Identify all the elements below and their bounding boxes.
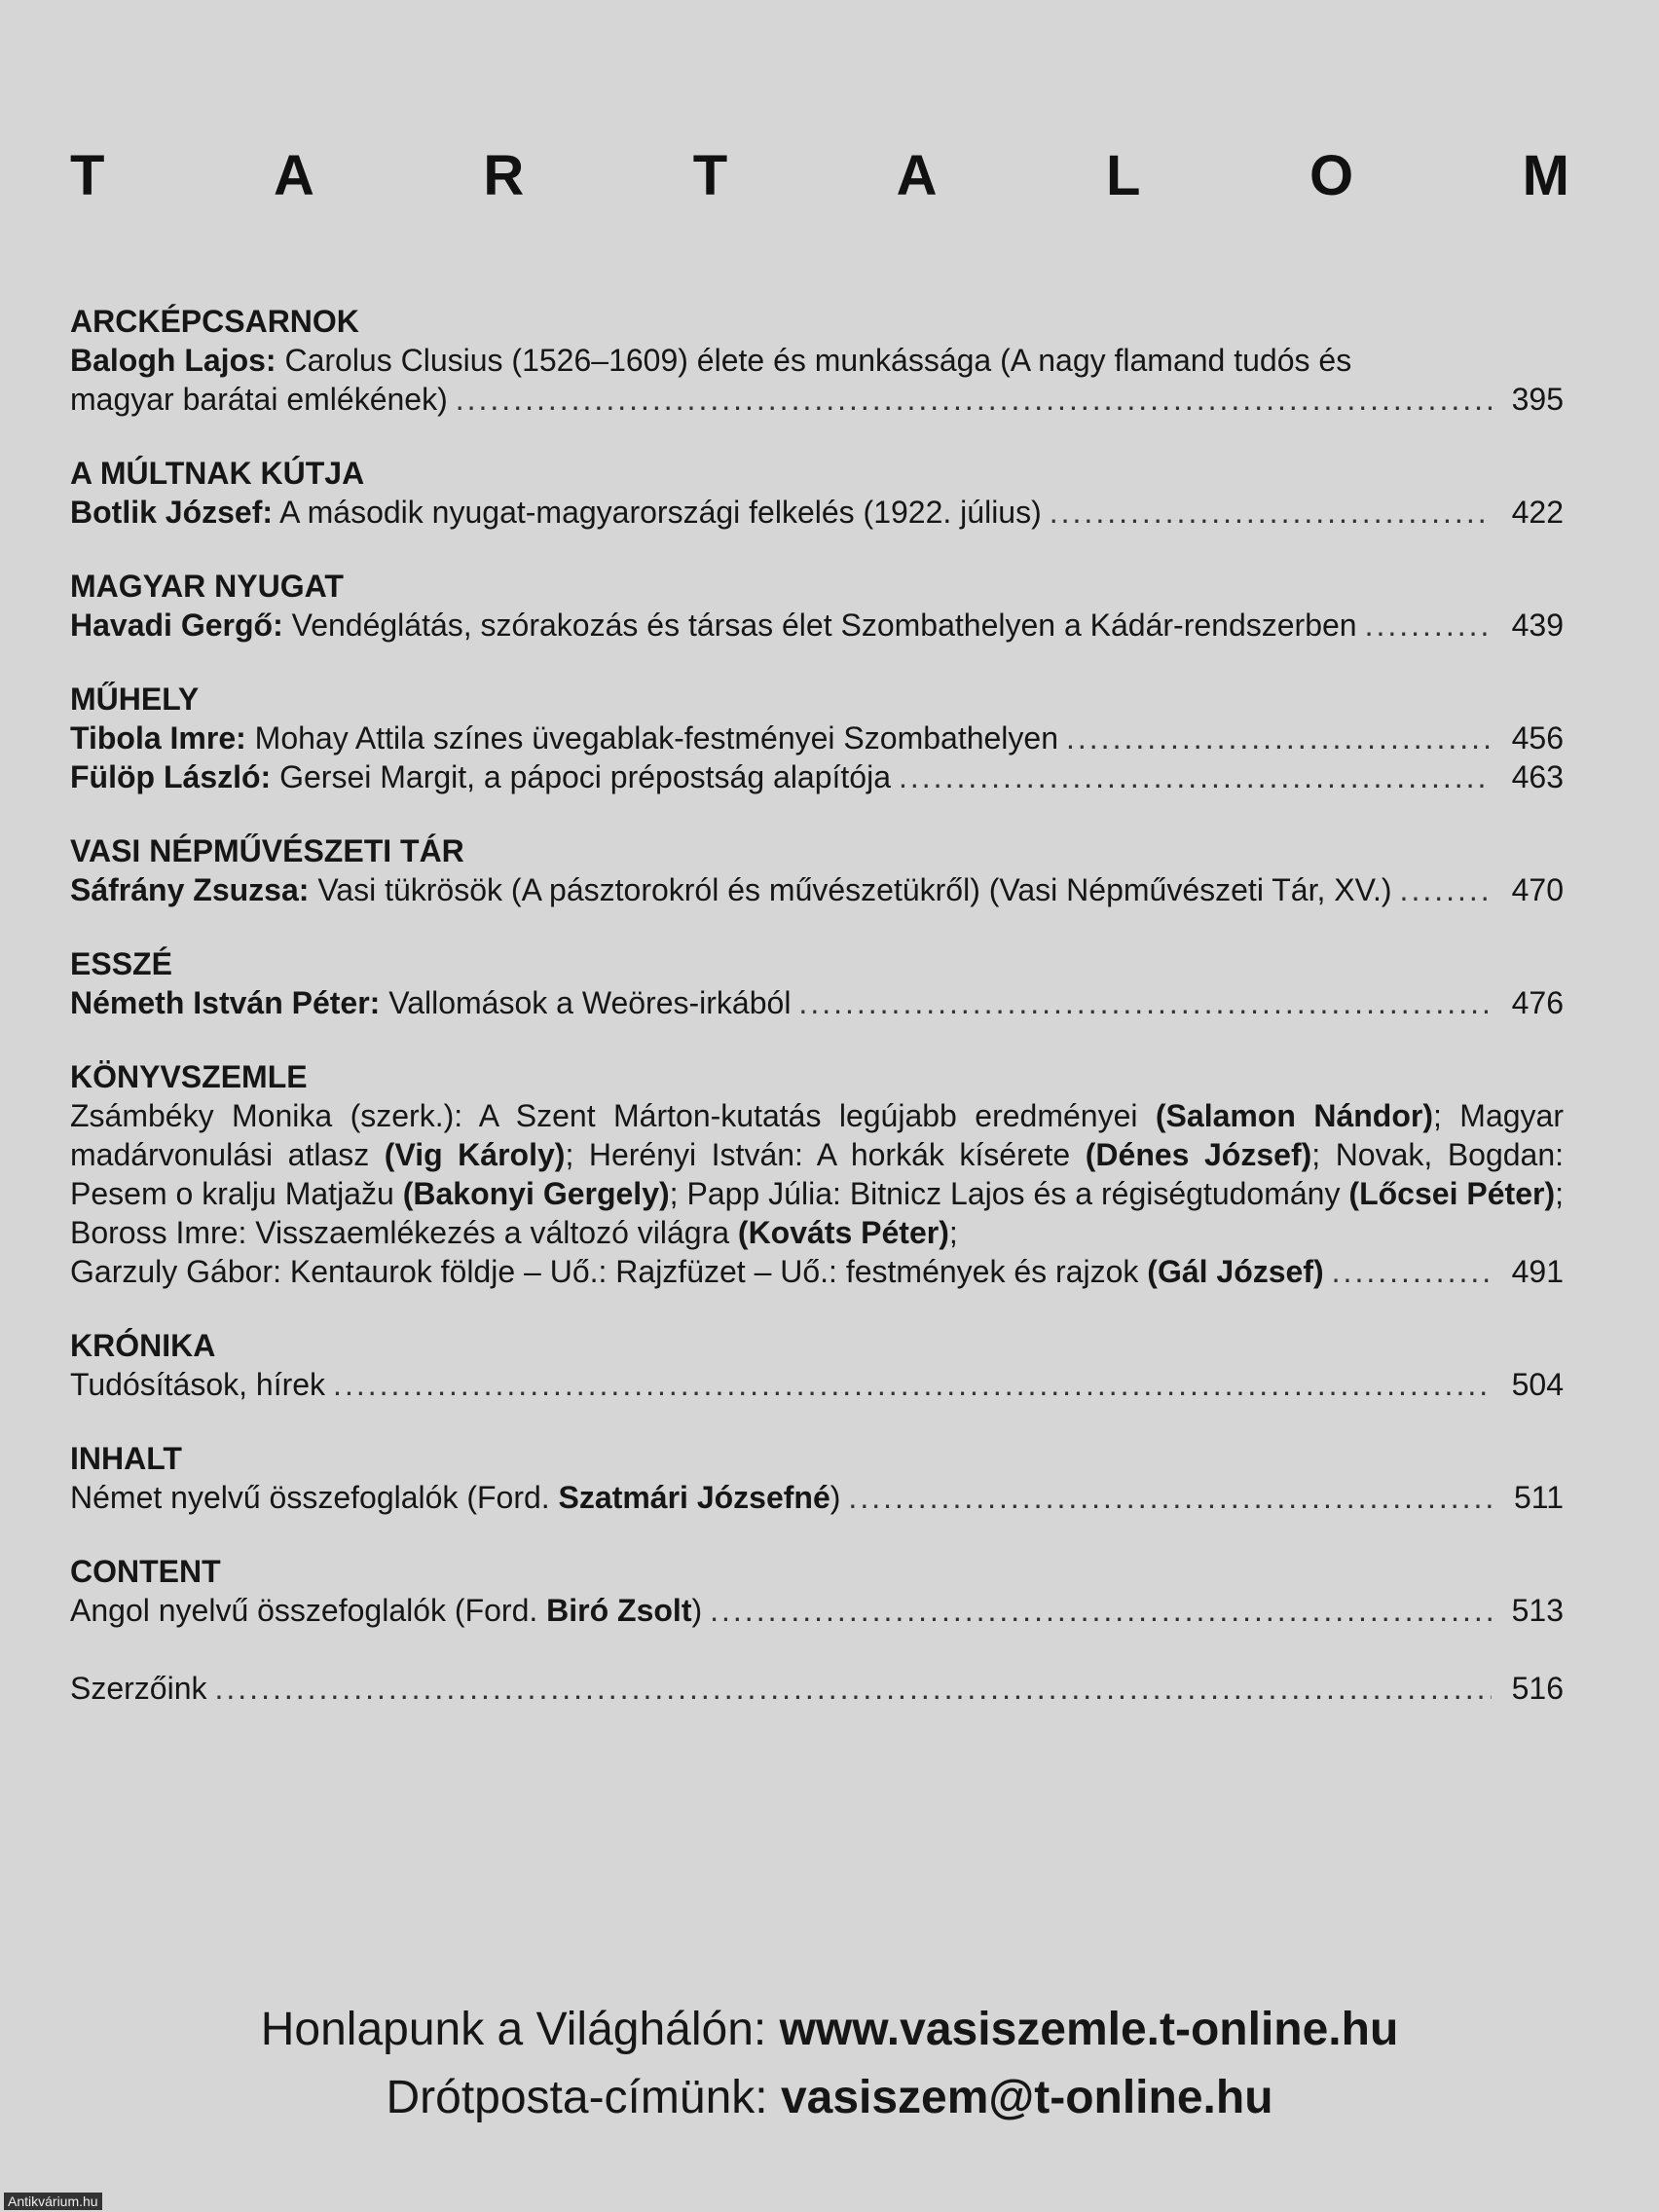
- title-letter: R: [483, 143, 525, 207]
- leader-dots: [848, 1478, 1492, 1517]
- reviewer: (Bakonyi Gergely): [402, 1176, 670, 1211]
- title-letter: L: [1106, 143, 1141, 207]
- leader-dots: [215, 1669, 1493, 1708]
- table-of-contents: [70, 302, 1564, 1743]
- section-heading: VASI NÉPMŰVÉSZETI TÁR: [70, 833, 464, 868]
- watermark: Antikvárium.hu: [4, 2193, 102, 2210]
- entry-title: Vasi tükrösök (A pásztorokról és művészetükről) (Vasi Népművészeti Tár, XV.): [309, 872, 1392, 907]
- website-line: [0, 1996, 1659, 2064]
- entry-title: magyar barátai emlékének): [70, 382, 448, 417]
- leader-dots: [710, 1591, 1492, 1630]
- title-letter: M: [1522, 143, 1569, 207]
- leader-dots: [1365, 606, 1492, 645]
- reviewer: (Salamon Nándor): [1155, 1098, 1433, 1133]
- page-number: 504: [1511, 1367, 1564, 1402]
- entry-title: Gersei Margit, a pápoci prépostság alapítója: [271, 759, 891, 794]
- page-number: 395: [1511, 382, 1564, 417]
- page-number: 463: [1511, 759, 1564, 794]
- entry-title: Tudósítások, hírek: [70, 1367, 326, 1402]
- leader-dots: [899, 757, 1492, 796]
- toc-entry-cont: [70, 380, 1564, 419]
- email-line: [0, 2064, 1659, 2132]
- toc-entry: [70, 983, 1564, 1022]
- section-heading: INHALT: [70, 1441, 182, 1476]
- title-letter: O: [1309, 143, 1354, 207]
- section-konyvszemle: [70, 1057, 1564, 1291]
- leader-dots: [1066, 719, 1492, 757]
- reviewer: (Dénes József): [1085, 1137, 1312, 1172]
- entry-title: Vendéglátás, szórakozás és társas élet Szombathelyen a Kádár-rendszerben: [282, 608, 1357, 643]
- entry-title: Német nyelvű összefoglalók (Ford.: [70, 1480, 559, 1515]
- leader-dots: [333, 1365, 1492, 1404]
- page-number: 456: [1511, 720, 1564, 756]
- toc-entry: [70, 341, 1564, 380]
- page-number: 516: [1511, 1671, 1564, 1706]
- contact-footer: [0, 1996, 1659, 2132]
- toc-entry: [70, 870, 1564, 909]
- entry-author: Balogh Lajos:: [70, 343, 276, 378]
- entry-author: Tibola Imre:: [70, 720, 246, 756]
- section-heading: A MÚLTNAK KÚTJA: [70, 456, 365, 491]
- entry-title: ): [830, 1480, 841, 1515]
- section-heading: ARCKÉPCSARNOK: [70, 304, 359, 339]
- section-magyar-nyugat: [70, 567, 1564, 645]
- toc-entry: [70, 1478, 1564, 1517]
- section-heading: CONTENT: [70, 1554, 221, 1589]
- page-title: [70, 136, 1569, 214]
- page-number: 476: [1511, 985, 1564, 1020]
- email-label: Drótposta-címünk:: [386, 2072, 781, 2123]
- page-number: 511: [1513, 1480, 1564, 1515]
- review-text: ; Magyar madárvonulási atlasz: [70, 1098, 1565, 1172]
- review-text: Garzuly Gábor: Kentaurok földje – Uő.: Rajzfüzet – Uő.: festmények és rajzok: [70, 1254, 1148, 1289]
- entry-author: Fülöp László:: [70, 759, 272, 794]
- title-letter: A: [896, 143, 938, 207]
- section-heading: MAGYAR NYUGAT: [70, 569, 344, 604]
- section-muhely: [70, 680, 1564, 796]
- toc-entry: [70, 1365, 1564, 1404]
- translator: Biró Zsolt: [546, 1593, 692, 1628]
- leader-dots: [1332, 1252, 1492, 1291]
- entry-title: Angol nyelvű összefoglalók (Ford.: [70, 1593, 547, 1628]
- section-arckepcsarnok: [70, 302, 1564, 419]
- entry-author: Havadi Gergő:: [70, 608, 283, 643]
- title-letter: T: [692, 143, 728, 207]
- reviewer: (Vig Károly): [384, 1137, 566, 1172]
- translator: Szatmári Józsefné: [558, 1480, 830, 1515]
- section-content: [70, 1552, 1564, 1630]
- toc-entry: [70, 493, 1564, 532]
- review-list: [70, 1096, 1564, 1252]
- toc-entry: [70, 1669, 1564, 1708]
- leader-dots: [1050, 493, 1492, 532]
- review-text: ; Novak, Bogdan: Pesem o kralju Matjažu: [70, 1137, 1565, 1211]
- section-heading: MŰHELY: [70, 682, 200, 717]
- toc-entry: [70, 719, 1564, 757]
- review-text: ; Herényi István: A horkák kísérete: [565, 1137, 1086, 1172]
- section-heading: ESSZÉ: [70, 946, 172, 981]
- section-inhalt: [70, 1439, 1564, 1517]
- section-kronika: [70, 1326, 1564, 1404]
- website-label: Honlapunk a Világhálón:: [260, 2004, 780, 2055]
- page-number: 422: [1511, 495, 1564, 530]
- entry-author: Sáfrány Zsuzsa:: [70, 872, 310, 907]
- review-text: ; Boross Imre: Visszaemlékezés a változó világra: [70, 1176, 1564, 1250]
- toc-entry: [70, 1591, 1564, 1630]
- toc-entry: [70, 606, 1564, 645]
- title-letter: T: [70, 143, 105, 207]
- review-text: ; Papp Júlia: Bitnicz Lajos és a régiségtudomány: [669, 1176, 1349, 1211]
- reviewer: (Lőcsei Péter): [1348, 1176, 1556, 1211]
- section-heading: KÖNYVSZEMLE: [70, 1059, 308, 1094]
- leader-dots: [1400, 870, 1492, 909]
- entry-title: A második nyugat-magyarországi felkelés (1922. július): [273, 495, 1042, 530]
- title-letter: A: [273, 143, 314, 207]
- entry-author: Botlik József:: [70, 495, 274, 530]
- entry-title: ): [691, 1593, 703, 1628]
- entry-title: Carolus Clusius (1526–1609) élete és munkássága (A nagy flamand tudós és: [276, 343, 1352, 378]
- section-heading: KRÓNIKA: [70, 1328, 216, 1363]
- review-text: ;: [948, 1215, 958, 1250]
- leader-dots: [798, 983, 1492, 1022]
- reviewer: (Kováts Péter): [737, 1215, 949, 1250]
- section-vasi-nepmuveszeti-tar: [70, 831, 1564, 909]
- entry-title: Szerzőink: [70, 1671, 207, 1706]
- page-number: 491: [1511, 1254, 1564, 1289]
- review-text: Zsámbéky Monika (szerk.): A Szent Márton-kutatás legújabb eredményei: [70, 1098, 1156, 1133]
- email-address: vasiszem@t-online.hu: [780, 2072, 1273, 2123]
- leader-dots: [456, 380, 1492, 419]
- entry-author: Németh István Péter:: [70, 985, 381, 1020]
- reviewer: (Gál József): [1147, 1254, 1324, 1289]
- toc-entry: [70, 757, 1564, 796]
- entry-title: Mohay Attila színes üvegablak-festményei Szombathelyen: [245, 720, 1058, 756]
- section-multnak-kutja: [70, 454, 1564, 532]
- website-url: www.vasiszemle.t-online.hu: [779, 2004, 1399, 2055]
- page-number: 513: [1511, 1593, 1564, 1628]
- page-number: 470: [1511, 872, 1564, 907]
- section-essze: [70, 944, 1564, 1022]
- toc-entry: [70, 1252, 1564, 1291]
- entry-title: Vallomások a Weöres-irkából: [380, 985, 792, 1020]
- page-number: 439: [1511, 608, 1564, 643]
- section-szerzoink: [70, 1669, 1564, 1708]
